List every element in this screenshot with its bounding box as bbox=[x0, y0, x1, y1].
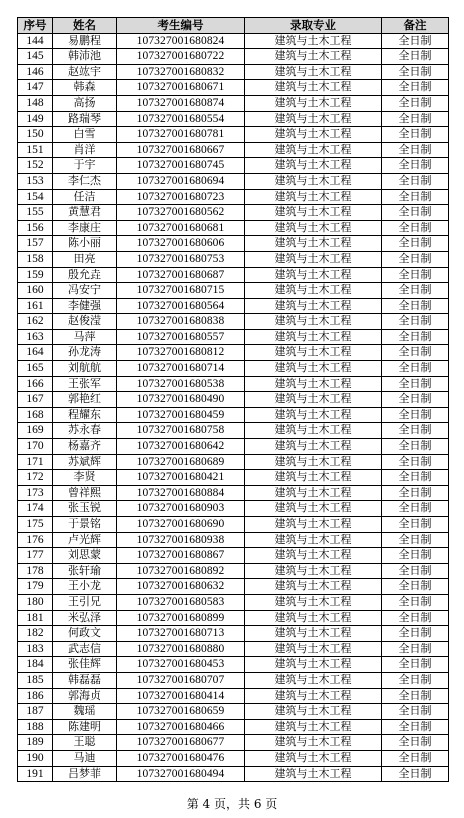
remarks-cell: 全日制 bbox=[382, 267, 449, 283]
table-row bbox=[18, 501, 449, 517]
name-cell: 张玉锐 bbox=[53, 501, 117, 517]
remarks-cell: 全日制 bbox=[382, 454, 449, 470]
candidate-id-cell: 107327001680557 bbox=[117, 329, 245, 345]
table-row bbox=[18, 236, 449, 252]
candidate-id-cell: 107327001680715 bbox=[117, 283, 245, 299]
candidate-id-cell: 107327001680642 bbox=[117, 439, 245, 455]
remarks-cell: 全日制 bbox=[382, 423, 449, 439]
remarks-cell: 全日制 bbox=[382, 672, 449, 688]
table-row bbox=[18, 454, 449, 470]
remarks-cell: 全日制 bbox=[382, 33, 449, 49]
name-cell: 冯安宁 bbox=[53, 283, 117, 299]
candidate-id-cell: 107327001680745 bbox=[117, 158, 245, 174]
table-row bbox=[18, 95, 449, 111]
serial-cell: 161 bbox=[18, 298, 53, 314]
serial-cell: 157 bbox=[18, 236, 53, 252]
candidate-id-cell: 107327001680880 bbox=[117, 641, 245, 657]
table-row bbox=[18, 158, 449, 174]
table-row bbox=[18, 142, 449, 158]
candidate-id-cell: 107327001680758 bbox=[117, 423, 245, 439]
name-cell: 曾祥熙 bbox=[53, 485, 117, 501]
table-row bbox=[18, 735, 449, 751]
serial-cell: 168 bbox=[18, 407, 53, 423]
major-cell: 建筑与土木工程 bbox=[245, 392, 382, 408]
remarks-cell: 全日制 bbox=[382, 548, 449, 564]
remarks-cell: 全日制 bbox=[382, 641, 449, 657]
remarks-cell: 全日制 bbox=[382, 111, 449, 127]
name-cell: 孙龙涛 bbox=[53, 345, 117, 361]
candidate-id-cell: 107327001680453 bbox=[117, 657, 245, 673]
name-cell: 韩磊磊 bbox=[53, 672, 117, 688]
major-cell: 建筑与土木工程 bbox=[245, 127, 382, 143]
candidate-id-cell: 107327001680884 bbox=[117, 485, 245, 501]
serial-cell: 148 bbox=[18, 95, 53, 111]
name-cell: 魏瑶 bbox=[53, 704, 117, 720]
serial-cell: 191 bbox=[18, 766, 53, 782]
serial-cell: 178 bbox=[18, 563, 53, 579]
name-cell: 于景铭 bbox=[53, 517, 117, 533]
serial-cell: 162 bbox=[18, 314, 53, 330]
candidate-id-cell: 107327001680832 bbox=[117, 64, 245, 80]
candidate-id-cell: 107327001680466 bbox=[117, 719, 245, 735]
candidate-id-cell: 107327001680899 bbox=[117, 610, 245, 626]
remarks-cell: 全日制 bbox=[382, 127, 449, 143]
major-cell: 建筑与土木工程 bbox=[245, 766, 382, 782]
major-cell: 建筑与土木工程 bbox=[245, 548, 382, 564]
name-cell: 马迪 bbox=[53, 750, 117, 766]
major-cell: 建筑与土木工程 bbox=[245, 454, 382, 470]
candidate-id-cell: 107327001680867 bbox=[117, 548, 245, 564]
serial-cell: 171 bbox=[18, 454, 53, 470]
name-cell: 李健强 bbox=[53, 298, 117, 314]
table-row bbox=[18, 657, 449, 673]
serial-cell: 190 bbox=[18, 750, 53, 766]
candidate-id-cell: 107327001680681 bbox=[117, 220, 245, 236]
major-cell: 建筑与土木工程 bbox=[245, 470, 382, 486]
candidate-id-cell: 107327001680689 bbox=[117, 454, 245, 470]
candidate-id-cell: 107327001680874 bbox=[117, 95, 245, 111]
candidate-id-cell: 107327001680903 bbox=[117, 501, 245, 517]
name-cell: 王聪 bbox=[53, 735, 117, 751]
serial-cell: 156 bbox=[18, 220, 53, 236]
major-cell: 建筑与土木工程 bbox=[245, 283, 382, 299]
table-row bbox=[18, 704, 449, 720]
page-footer: 第 4 页，共 6 页 bbox=[186, 797, 278, 811]
remarks-cell: 全日制 bbox=[382, 173, 449, 189]
name-cell: 路瑞琴 bbox=[53, 111, 117, 127]
serial-cell: 145 bbox=[18, 49, 53, 65]
major-cell: 建筑与土木工程 bbox=[245, 610, 382, 626]
serial-cell: 147 bbox=[18, 80, 53, 96]
table-row bbox=[18, 283, 449, 299]
table-row bbox=[18, 719, 449, 735]
name-cell: 郭艳红 bbox=[53, 392, 117, 408]
table-row bbox=[18, 470, 449, 486]
name-cell: 陈小丽 bbox=[53, 236, 117, 252]
remarks-cell: 全日制 bbox=[382, 189, 449, 205]
major-cell: 建筑与土木工程 bbox=[245, 80, 382, 96]
serial-cell: 184 bbox=[18, 657, 53, 673]
major-cell: 建筑与土木工程 bbox=[245, 501, 382, 517]
serial-cell: 175 bbox=[18, 517, 53, 533]
serial-cell: 153 bbox=[18, 173, 53, 189]
candidate-id-cell: 107327001680667 bbox=[117, 142, 245, 158]
remarks-cell: 全日制 bbox=[382, 142, 449, 158]
candidate-id-cell: 107327001680694 bbox=[117, 173, 245, 189]
name-cell: 韩森 bbox=[53, 80, 117, 96]
header-name: 姓名 bbox=[53, 18, 117, 34]
major-cell: 建筑与土木工程 bbox=[245, 407, 382, 423]
serial-cell: 146 bbox=[18, 64, 53, 80]
remarks-cell: 全日制 bbox=[382, 220, 449, 236]
name-cell: 刘航航 bbox=[53, 361, 117, 377]
table-row bbox=[18, 189, 449, 205]
candidate-id-cell: 107327001680723 bbox=[117, 189, 245, 205]
table-row bbox=[18, 626, 449, 642]
major-cell: 建筑与土木工程 bbox=[245, 423, 382, 439]
remarks-cell: 全日制 bbox=[382, 735, 449, 751]
table-row bbox=[18, 345, 449, 361]
serial-cell: 160 bbox=[18, 283, 53, 299]
major-cell: 建筑与土木工程 bbox=[245, 173, 382, 189]
major-cell: 建筑与土木工程 bbox=[245, 641, 382, 657]
table-row bbox=[18, 314, 449, 330]
remarks-cell: 全日制 bbox=[382, 205, 449, 221]
serial-cell: 188 bbox=[18, 719, 53, 735]
remarks-cell: 全日制 bbox=[382, 719, 449, 735]
serial-cell: 179 bbox=[18, 579, 53, 595]
serial-cell: 169 bbox=[18, 423, 53, 439]
name-cell: 王引兄 bbox=[53, 594, 117, 610]
remarks-cell: 全日制 bbox=[382, 95, 449, 111]
remarks-cell: 全日制 bbox=[382, 345, 449, 361]
name-cell: 韩沛池 bbox=[53, 49, 117, 65]
major-cell: 建筑与土木工程 bbox=[245, 594, 382, 610]
candidate-id-cell: 107327001680690 bbox=[117, 517, 245, 533]
major-cell: 建筑与土木工程 bbox=[245, 95, 382, 111]
serial-cell: 155 bbox=[18, 205, 53, 221]
name-cell: 黄慧君 bbox=[53, 205, 117, 221]
remarks-cell: 全日制 bbox=[382, 64, 449, 80]
remarks-cell: 全日制 bbox=[382, 439, 449, 455]
table-row bbox=[18, 610, 449, 626]
remarks-cell: 全日制 bbox=[382, 49, 449, 65]
major-cell: 建筑与土木工程 bbox=[245, 220, 382, 236]
table-body bbox=[18, 33, 449, 782]
remarks-cell: 全日制 bbox=[382, 392, 449, 408]
remarks-cell: 全日制 bbox=[382, 283, 449, 299]
candidate-id-cell: 107327001680421 bbox=[117, 470, 245, 486]
candidate-id-cell: 107327001680824 bbox=[117, 33, 245, 49]
name-cell: 武志信 bbox=[53, 641, 117, 657]
table-row bbox=[18, 563, 449, 579]
header-major: 录取专业 bbox=[245, 18, 382, 34]
major-cell: 建筑与土木工程 bbox=[245, 329, 382, 345]
table-row bbox=[18, 127, 449, 143]
table-row bbox=[18, 49, 449, 65]
serial-cell: 185 bbox=[18, 672, 53, 688]
major-cell: 建筑与土木工程 bbox=[245, 345, 382, 361]
name-cell: 杨嘉齐 bbox=[53, 439, 117, 455]
remarks-cell: 全日制 bbox=[382, 657, 449, 673]
candidate-id-cell: 107327001680606 bbox=[117, 236, 245, 252]
major-cell: 建筑与土木工程 bbox=[245, 672, 382, 688]
serial-cell: 159 bbox=[18, 267, 53, 283]
serial-cell: 152 bbox=[18, 158, 53, 174]
remarks-cell: 全日制 bbox=[382, 314, 449, 330]
serial-cell: 154 bbox=[18, 189, 53, 205]
remarks-cell: 全日制 bbox=[382, 407, 449, 423]
remarks-cell: 全日制 bbox=[382, 158, 449, 174]
serial-cell: 163 bbox=[18, 329, 53, 345]
table-row bbox=[18, 267, 449, 283]
name-cell: 殷允垚 bbox=[53, 267, 117, 283]
serial-cell: 186 bbox=[18, 688, 53, 704]
major-cell: 建筑与土木工程 bbox=[245, 267, 382, 283]
header-remarks: 备注 bbox=[382, 18, 449, 34]
major-cell: 建筑与土木工程 bbox=[245, 688, 382, 704]
candidate-id-cell: 107327001680554 bbox=[117, 111, 245, 127]
table-row bbox=[18, 517, 449, 533]
name-cell: 高扬 bbox=[53, 95, 117, 111]
serial-cell: 167 bbox=[18, 392, 53, 408]
name-cell: 田亮 bbox=[53, 251, 117, 267]
candidate-id-cell: 107327001680583 bbox=[117, 594, 245, 610]
table-row bbox=[18, 205, 449, 221]
major-cell: 建筑与土木工程 bbox=[245, 158, 382, 174]
remarks-cell: 全日制 bbox=[382, 361, 449, 377]
candidate-id-cell: 107327001680562 bbox=[117, 205, 245, 221]
serial-cell: 151 bbox=[18, 142, 53, 158]
serial-cell: 150 bbox=[18, 127, 53, 143]
remarks-cell: 全日制 bbox=[382, 688, 449, 704]
table-row bbox=[18, 33, 449, 49]
name-cell: 吕梦菲 bbox=[53, 766, 117, 782]
serial-cell: 187 bbox=[18, 704, 53, 720]
candidate-id-cell: 107327001680414 bbox=[117, 688, 245, 704]
table-row bbox=[18, 688, 449, 704]
name-cell: 何政文 bbox=[53, 626, 117, 642]
header-serial: 序号 bbox=[18, 18, 53, 34]
remarks-cell: 全日制 bbox=[382, 329, 449, 345]
serial-cell: 166 bbox=[18, 376, 53, 392]
candidate-id-cell: 107327001680671 bbox=[117, 80, 245, 96]
candidate-id-cell: 107327001680713 bbox=[117, 626, 245, 642]
serial-cell: 172 bbox=[18, 470, 53, 486]
table-row bbox=[18, 407, 449, 423]
major-cell: 建筑与土木工程 bbox=[245, 251, 382, 267]
serial-cell: 173 bbox=[18, 485, 53, 501]
name-cell: 赵俊滢 bbox=[53, 314, 117, 330]
major-cell: 建筑与土木工程 bbox=[245, 517, 382, 533]
remarks-cell: 全日制 bbox=[382, 251, 449, 267]
major-cell: 建筑与土木工程 bbox=[245, 361, 382, 377]
table-row bbox=[18, 750, 449, 766]
serial-cell: 174 bbox=[18, 501, 53, 517]
major-cell: 建筑与土木工程 bbox=[245, 719, 382, 735]
major-cell: 建筑与土木工程 bbox=[245, 657, 382, 673]
candidate-id-cell: 107327001680490 bbox=[117, 392, 245, 408]
table-row bbox=[18, 173, 449, 189]
serial-cell: 181 bbox=[18, 610, 53, 626]
name-cell: 任洁 bbox=[53, 189, 117, 205]
major-cell: 建筑与土木工程 bbox=[245, 439, 382, 455]
major-cell: 建筑与土木工程 bbox=[245, 704, 382, 720]
major-cell: 建筑与土木工程 bbox=[245, 485, 382, 501]
remarks-cell: 全日制 bbox=[382, 80, 449, 96]
name-cell: 李仁杰 bbox=[53, 173, 117, 189]
name-cell: 肖洋 bbox=[53, 142, 117, 158]
candidate-id-cell: 107327001680714 bbox=[117, 361, 245, 377]
major-cell: 建筑与土木工程 bbox=[245, 532, 382, 548]
admission-table bbox=[17, 17, 449, 782]
candidate-id-cell: 107327001680892 bbox=[117, 563, 245, 579]
candidate-id-cell: 107327001680632 bbox=[117, 579, 245, 595]
name-cell: 马萍 bbox=[53, 329, 117, 345]
name-cell: 易鹏程 bbox=[53, 33, 117, 49]
candidate-id-cell: 107327001680459 bbox=[117, 407, 245, 423]
serial-cell: 164 bbox=[18, 345, 53, 361]
name-cell: 于宇 bbox=[53, 158, 117, 174]
name-cell: 张佳辉 bbox=[53, 657, 117, 673]
name-cell: 陈建明 bbox=[53, 719, 117, 735]
major-cell: 建筑与土木工程 bbox=[245, 205, 382, 221]
remarks-cell: 全日制 bbox=[382, 594, 449, 610]
major-cell: 建筑与土木工程 bbox=[245, 298, 382, 314]
table-row bbox=[18, 251, 449, 267]
remarks-cell: 全日制 bbox=[382, 626, 449, 642]
serial-cell: 149 bbox=[18, 111, 53, 127]
major-cell: 建筑与土木工程 bbox=[245, 236, 382, 252]
candidate-id-cell: 107327001680687 bbox=[117, 267, 245, 283]
remarks-cell: 全日制 bbox=[382, 236, 449, 252]
major-cell: 建筑与土木工程 bbox=[245, 376, 382, 392]
remarks-cell: 全日制 bbox=[382, 532, 449, 548]
serial-cell: 170 bbox=[18, 439, 53, 455]
serial-cell: 189 bbox=[18, 735, 53, 751]
table-row bbox=[18, 766, 449, 782]
name-cell: 苏永春 bbox=[53, 423, 117, 439]
remarks-cell: 全日制 bbox=[382, 704, 449, 720]
serial-cell: 165 bbox=[18, 361, 53, 377]
major-cell: 建筑与土木工程 bbox=[245, 626, 382, 642]
name-cell: 李贤 bbox=[53, 470, 117, 486]
major-cell: 建筑与土木工程 bbox=[245, 142, 382, 158]
name-cell: 李康庄 bbox=[53, 220, 117, 236]
table-row bbox=[18, 423, 449, 439]
table-row bbox=[18, 361, 449, 377]
table-row bbox=[18, 594, 449, 610]
major-cell: 建筑与土木工程 bbox=[245, 33, 382, 49]
table-row bbox=[18, 392, 449, 408]
remarks-cell: 全日制 bbox=[382, 610, 449, 626]
name-cell: 王小龙 bbox=[53, 579, 117, 595]
candidate-id-cell: 107327001680677 bbox=[117, 735, 245, 751]
candidate-id-cell: 107327001680494 bbox=[117, 766, 245, 782]
remarks-cell: 全日制 bbox=[382, 376, 449, 392]
remarks-cell: 全日制 bbox=[382, 501, 449, 517]
name-cell: 郭海贞 bbox=[53, 688, 117, 704]
serial-cell: 144 bbox=[18, 33, 53, 49]
candidate-id-cell: 107327001680838 bbox=[117, 314, 245, 330]
serial-cell: 158 bbox=[18, 251, 53, 267]
major-cell: 建筑与土木工程 bbox=[245, 750, 382, 766]
remarks-cell: 全日制 bbox=[382, 470, 449, 486]
table-row bbox=[18, 111, 449, 127]
table-row bbox=[18, 641, 449, 657]
table-row bbox=[18, 298, 449, 314]
major-cell: 建筑与土木工程 bbox=[245, 735, 382, 751]
table-row bbox=[18, 376, 449, 392]
table-row bbox=[18, 672, 449, 688]
table-row bbox=[18, 220, 449, 236]
remarks-cell: 全日制 bbox=[382, 750, 449, 766]
remarks-cell: 全日制 bbox=[382, 517, 449, 533]
serial-cell: 182 bbox=[18, 626, 53, 642]
table-row bbox=[18, 439, 449, 455]
table-row bbox=[18, 532, 449, 548]
name-cell: 米弘泽 bbox=[53, 610, 117, 626]
name-cell: 赵竑宇 bbox=[53, 64, 117, 80]
major-cell: 建筑与土木工程 bbox=[245, 314, 382, 330]
serial-cell: 176 bbox=[18, 532, 53, 548]
candidate-id-cell: 107327001680476 bbox=[117, 750, 245, 766]
remarks-cell: 全日制 bbox=[382, 766, 449, 782]
name-cell: 王张军 bbox=[53, 376, 117, 392]
name-cell: 程耀东 bbox=[53, 407, 117, 423]
name-cell: 白雪 bbox=[53, 127, 117, 143]
name-cell: 苏斌辉 bbox=[53, 454, 117, 470]
table-row bbox=[18, 64, 449, 80]
candidate-id-cell: 107327001680722 bbox=[117, 49, 245, 65]
serial-cell: 180 bbox=[18, 594, 53, 610]
candidate-id-cell: 107327001680753 bbox=[117, 251, 245, 267]
name-cell: 卢光辉 bbox=[53, 532, 117, 548]
major-cell: 建筑与土木工程 bbox=[245, 64, 382, 80]
major-cell: 建筑与土木工程 bbox=[245, 579, 382, 595]
table-row bbox=[18, 579, 449, 595]
remarks-cell: 全日制 bbox=[382, 579, 449, 595]
candidate-id-cell: 107327001680538 bbox=[117, 376, 245, 392]
candidate-id-cell: 107327001680781 bbox=[117, 127, 245, 143]
remarks-cell: 全日制 bbox=[382, 485, 449, 501]
major-cell: 建筑与土木工程 bbox=[245, 111, 382, 127]
major-cell: 建筑与土木工程 bbox=[245, 563, 382, 579]
name-cell: 张轩瑜 bbox=[53, 563, 117, 579]
table-row bbox=[18, 485, 449, 501]
candidate-id-cell: 107327001680707 bbox=[117, 672, 245, 688]
table-row bbox=[18, 548, 449, 564]
serial-cell: 177 bbox=[18, 548, 53, 564]
remarks-cell: 全日制 bbox=[382, 563, 449, 579]
table-row bbox=[18, 329, 449, 345]
major-cell: 建筑与土木工程 bbox=[245, 49, 382, 65]
major-cell: 建筑与土木工程 bbox=[245, 189, 382, 205]
candidate-id-cell: 107327001680564 bbox=[117, 298, 245, 314]
candidate-id-cell: 107327001680659 bbox=[117, 704, 245, 720]
serial-cell: 183 bbox=[18, 641, 53, 657]
remarks-cell: 全日制 bbox=[382, 298, 449, 314]
name-cell: 刘思蒙 bbox=[53, 548, 117, 564]
candidate-id-cell: 107327001680938 bbox=[117, 532, 245, 548]
table-header-row bbox=[18, 18, 449, 34]
candidate-id-cell: 107327001680812 bbox=[117, 345, 245, 361]
header-candidate-id: 考生编号 bbox=[117, 18, 245, 34]
table-row bbox=[18, 80, 449, 96]
